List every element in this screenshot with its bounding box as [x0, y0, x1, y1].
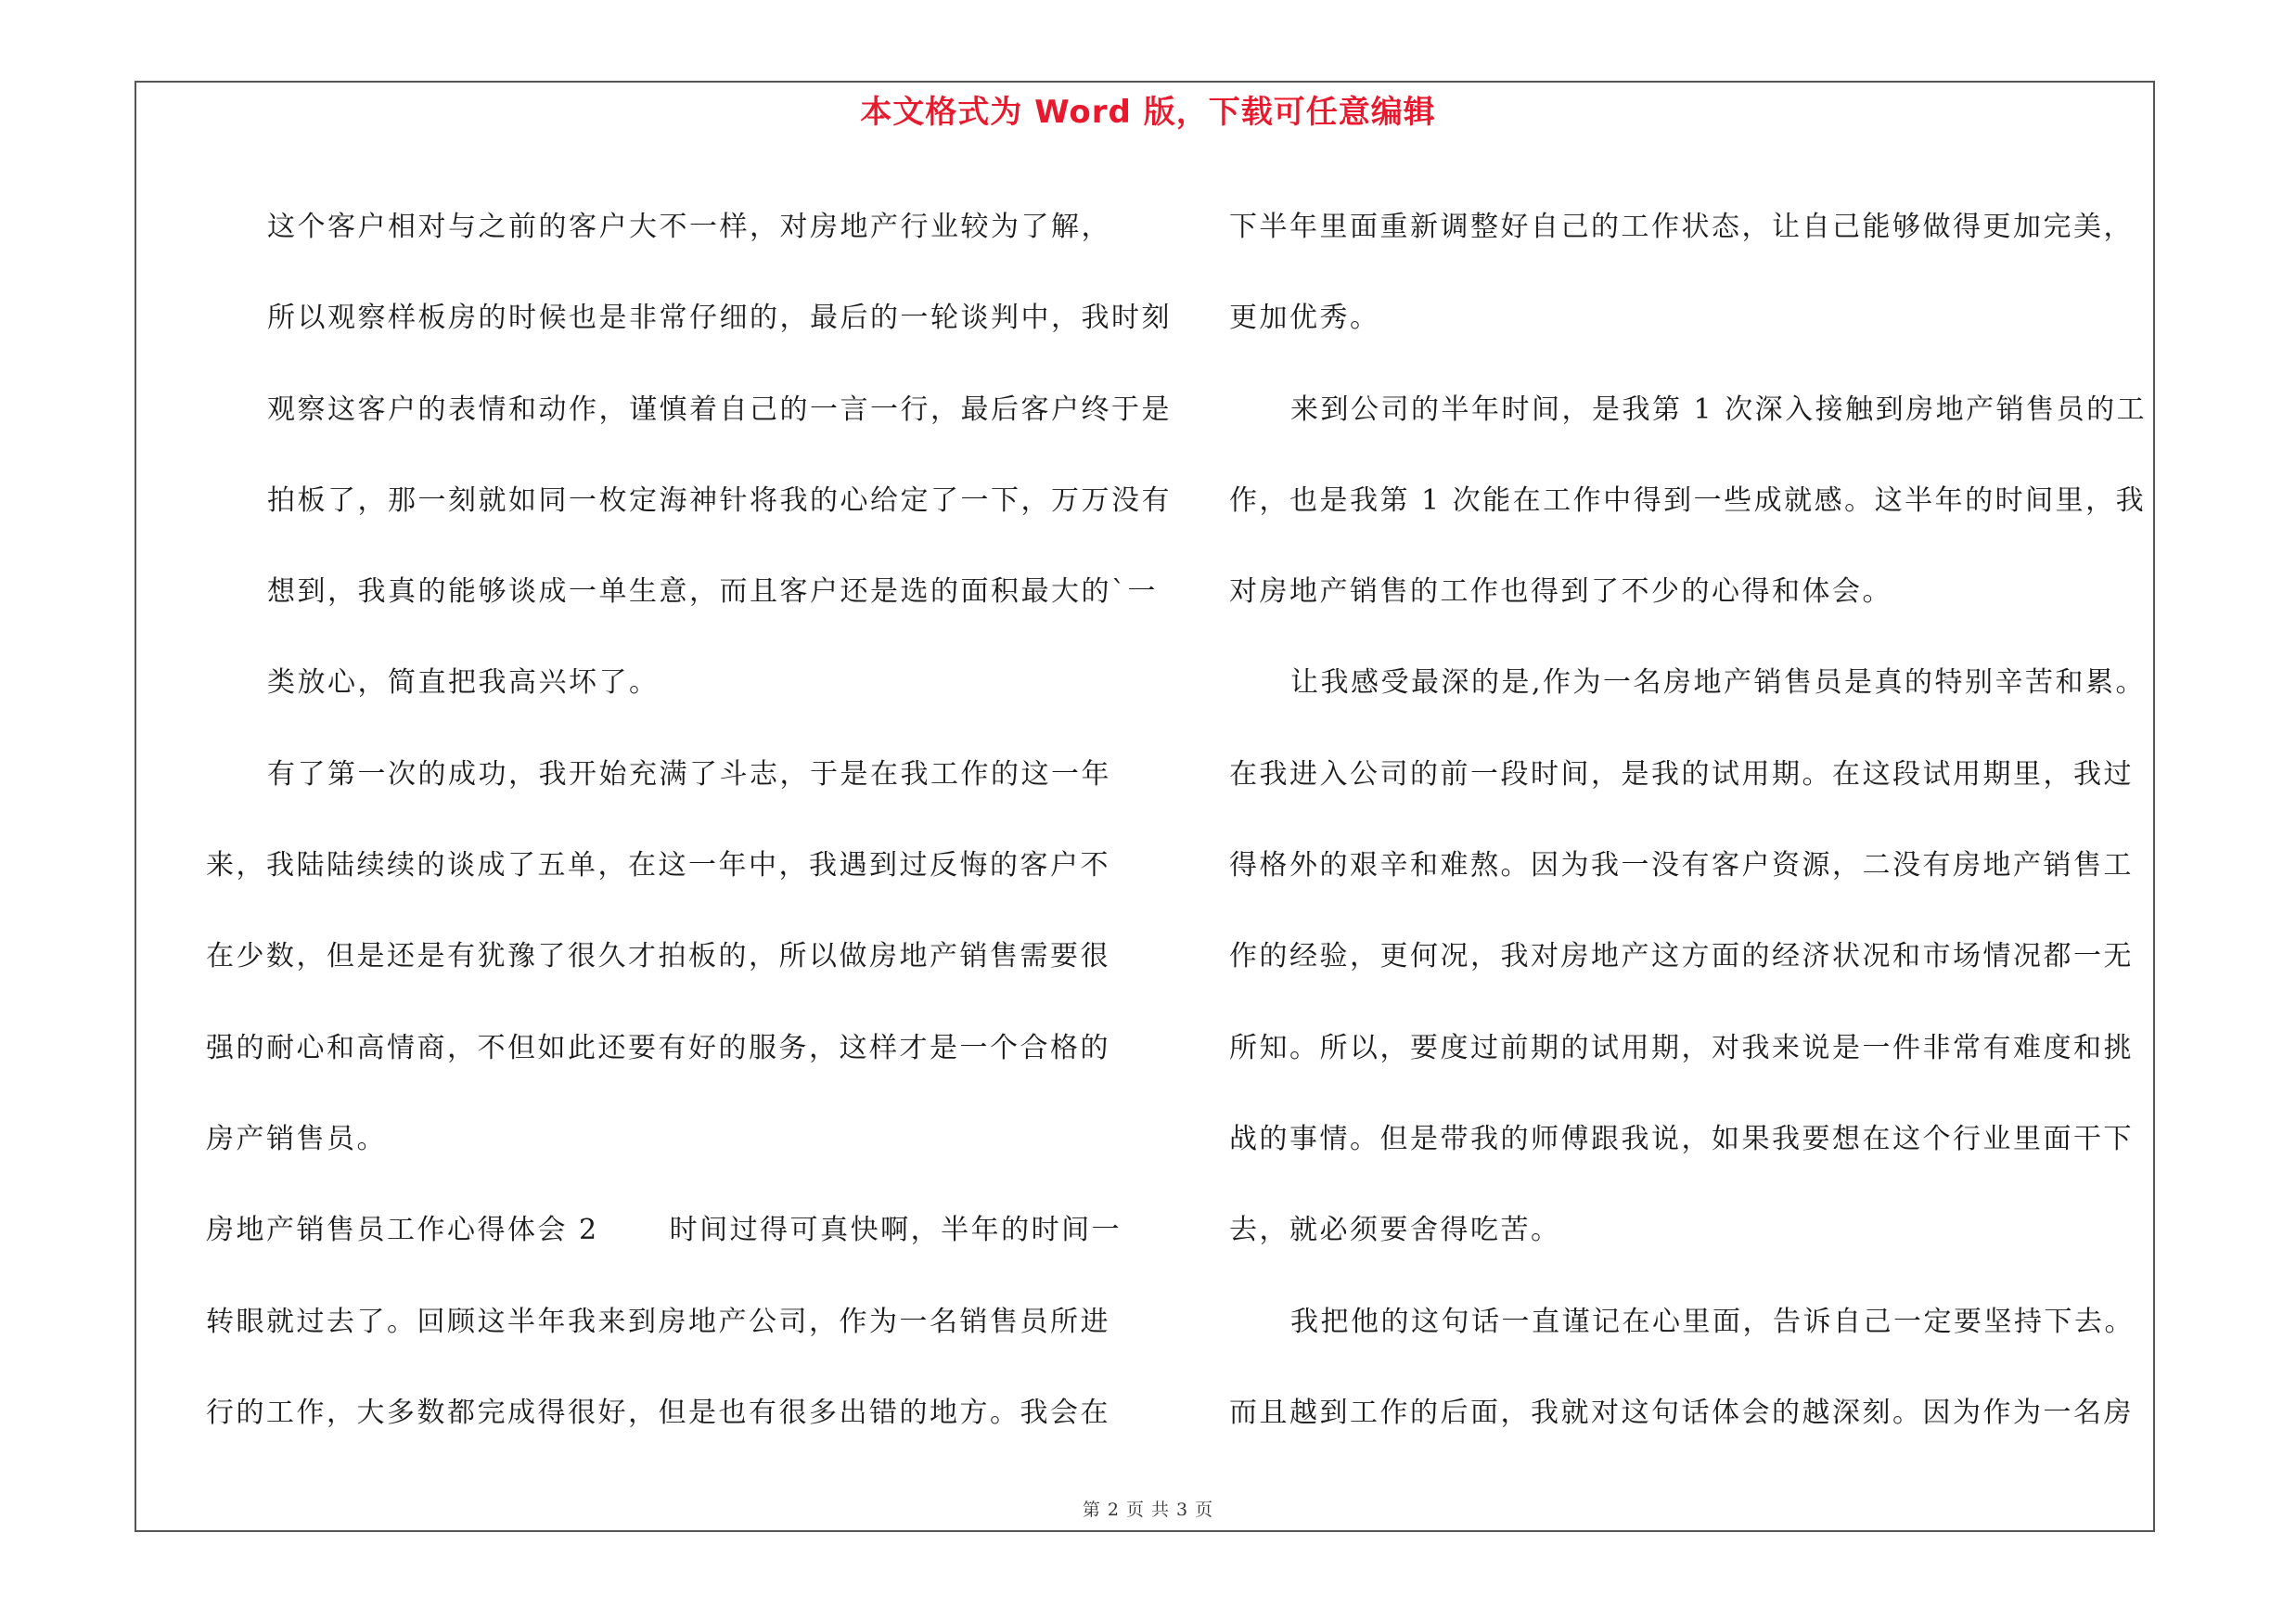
text-line: 我把他的这句话一直谨记在心里面，告诉自己一定要坚持下去。	[1290, 1305, 2135, 1338]
text-line: 所以观察样板房的时候也是非常仔细的，最后的一轮谈判中，我时刻	[267, 302, 1172, 335]
text-line: 类放心，简直把我高兴坏了。	[267, 666, 660, 700]
text-line: 所知。所以，要度过前期的试用期，对我来说是一件非常有难度和挑	[1229, 1031, 2134, 1064]
text-line: 让我感受最深的是,作为一名房地产销售员是真的特别辛苦和累。	[1290, 666, 2147, 700]
text-line: 有了第一次的成功，我开始充满了斗志，于是在我工作的这一年	[267, 757, 1111, 791]
text-line: 在少数，但是还是有犹豫了很久才拍板的，所以做房地产销售需要很	[206, 940, 1110, 973]
text-segment: 时间过得可真快啊，半年的时间一	[669, 1214, 1122, 1247]
section-title: 房地产销售员工作心得体会 2	[206, 1214, 599, 1247]
text-line: 对房地产销售的工作也得到了不少的心得和体会。	[1229, 575, 1892, 609]
text-line: 想到，我真的能够谈成一单生意，而且客户还是选的面积最大的`一	[267, 575, 1158, 609]
left-column	[206, 182, 1172, 1459]
text-line: 得格外的艰辛和难熬。因为我一没有客户资源，二没有房地产销售工	[1229, 849, 2134, 882]
paragraph	[1229, 365, 2157, 638]
text-line: 转眼就过去了。回顾这半年我来到房地产公司，作为一名销售员所进	[206, 1305, 1110, 1338]
text-line: 行的工作，大多数都完成得很好，但是也有很多出错的地方。我会在	[206, 1396, 1110, 1429]
text-line: 来，我陆陆续续的谈成了五单，在这一年中，我遇到过反悔的客户不	[206, 849, 1110, 882]
text-line: 下半年里面重新调整好自己的工作状态，让自己能够做得更加完美，	[1229, 211, 2134, 243]
right-column	[1229, 182, 2157, 1459]
text-line: 这个客户相对与之前的客户大不一样，对房地产行业较为了解，	[267, 211, 1111, 243]
text-line: 拍板了，那一刻就如同一枚定海神针将我的心给定了一下，万万没有	[267, 483, 1172, 517]
text-line: 而且越到工作的后面，我就对这句话体会的越深刻。因为作为一名房	[1229, 1396, 2134, 1429]
paragraph	[1229, 182, 2157, 365]
paragraph	[206, 182, 1172, 729]
text-line: 战的事情。但是带我的师傅跟我说，如果我要想在这个行业里面干下	[1229, 1122, 2134, 1155]
text-line: 更加优秀。	[1229, 302, 1380, 335]
text-line: 房产销售员。	[206, 1122, 387, 1155]
text-line: 观察这客户的表情和动作，谨慎着自己的一言一行，最后客户终于是	[267, 393, 1172, 426]
format-banner: 本文格式为 Word 版，下载可任意编辑	[860, 94, 1436, 131]
paragraph	[1229, 638, 2157, 1276]
text-line: 作的经验，更何况，我对房地产这方面的经济状况和市场情况都一无	[1229, 940, 2134, 973]
text-line: 来到公司的半年时间，是我第 1 次深入接触到房地产销售员的工	[1290, 393, 2148, 426]
text-line: 去，就必须要舍得吃苦。	[1229, 1214, 1561, 1247]
section-line	[206, 1185, 1124, 1276]
paragraph	[206, 729, 1124, 1185]
paragraph	[206, 1185, 1124, 1459]
text-line: 强的耐心和高情商，不但如此还要有好的服务，这样才是一个合格的	[206, 1031, 1110, 1064]
paragraph	[1229, 1277, 2157, 1460]
text-line: 作，也是我第 1 次能在工作中得到一些成就感。这半年的时间里，我	[1229, 483, 2147, 517]
text-line: 在我进入公司的前一段时间，是我的试用期。在这段试用期里，我过	[1229, 757, 2134, 791]
page-number: 第 2 页 共 3 页	[1082, 1500, 1214, 1520]
